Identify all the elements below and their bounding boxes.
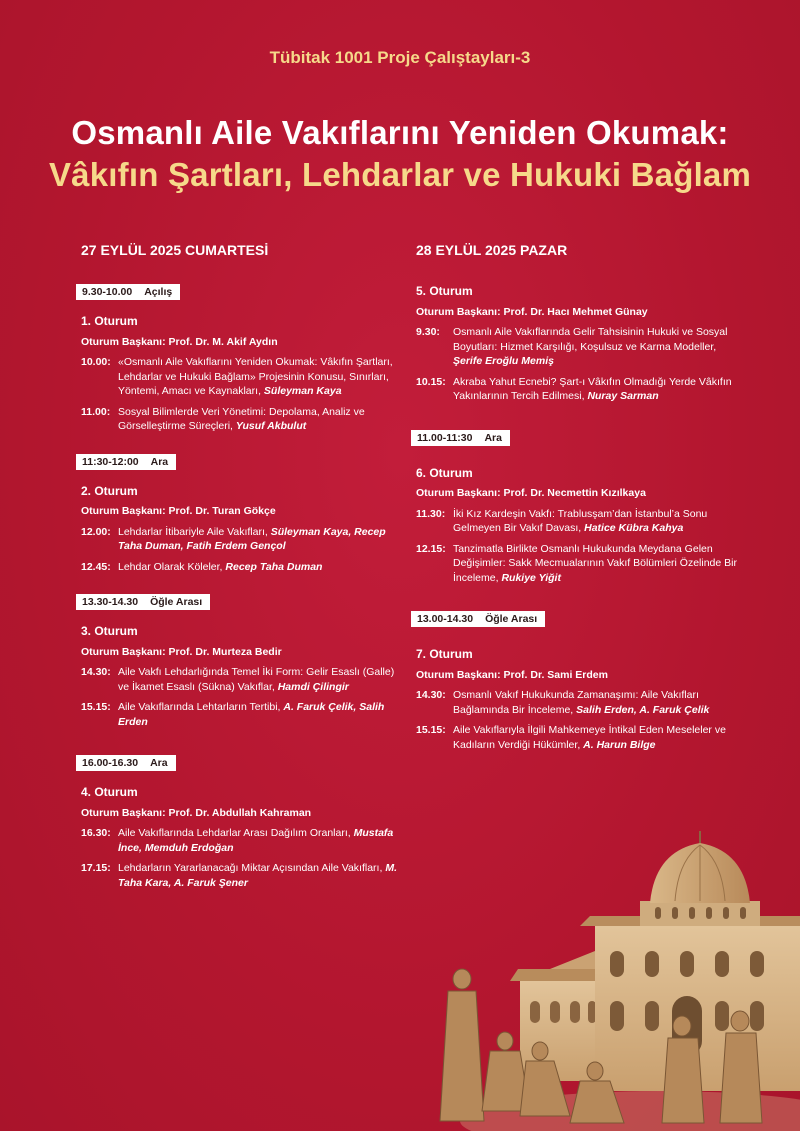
main-title-line2: Vâkıfın Şartları, Lehdarlar ve Hukuki Bağlam xyxy=(48,156,752,193)
session-2-talk-1: 12.00: Lehdarlar İtibariyle Aile Vakıfları, Süleyman Kaya, Recep Taha Duman, Fatih Erdem Gençol xyxy=(81,525,386,552)
break-1-chip: 11:30-12:00 Ara xyxy=(76,454,176,470)
session-1-talk-1: 10.00: «Osmanlı Aile Vakıflarını Yeniden Okumak: Vâkıfın Şartları, Lehdarlar ve Hukuki Bağlam» Projesinin Konusu, Sınırları, Yöntemi, Amacı ve Kaynakları, Süleyman Kaya xyxy=(81,356,393,397)
session-4-title: 4. Oturum xyxy=(81,785,138,799)
session-4-chair: Oturum Başkanı: Prof. Dr. Abdullah Kahraman xyxy=(81,806,312,819)
session-7-chair: Oturum Başkanı: Prof. Dr. Sami Erdem xyxy=(416,668,608,681)
session-2-talk-2: 12.45: Lehdar Olarak Köleler, Recep Taha Duman xyxy=(81,560,323,573)
session-5-talk-2: 10.15: Akraba Yahut Ecnebi? Şart-ı Vâkıfın Olmadığı Yerde Vâkıfın Yakınlarının Tercih Edilmesi, Nuray Sarman xyxy=(416,375,732,402)
break-3-chip: 16.00-16.30 Ara xyxy=(76,755,176,771)
session-6-talk-1: 11.30: İki Kız Kardeşin Vakfı: Trablusşam’dan İstanbul’a Sonu Gelmeyen Bir Vakıf Davası, Hatice Kübra Kahya xyxy=(416,507,708,534)
session-3-chair: Oturum Başkanı: Prof. Dr. Murteza Bedir xyxy=(81,645,282,658)
day2-break-1-chip: 11.00-11:30 Ara xyxy=(411,430,510,446)
session-1-title: 1. Oturum xyxy=(81,314,138,328)
break-2-chip: 13.30-14.30 Öğle Arası xyxy=(76,594,210,610)
opening-chip: 9.30-10.00 Açılış xyxy=(76,284,180,300)
session-5-chair: Oturum Başkanı: Prof. Dr. Hacı Mehmet Günay xyxy=(416,305,648,318)
session-7-title: 7. Oturum xyxy=(416,647,473,661)
session-4-talk-1: 16.30: Aile Vakıflarında Lehdarlar Arası Dağılım Oranları, Mustafa İnce, Memduh Erdoğan xyxy=(81,827,394,854)
session-5-title: 5. Oturum xyxy=(416,284,473,298)
session-2-chair: Oturum Başkanı: Prof. Dr. Turan Gökçe xyxy=(81,505,276,517)
session-7-talk-2: 15.15: Aile Vakıflarıyla İlgili Mahkemeye İntikal Eden Meseleler ve Kadıların Verdiği Hükümler, A. Harun Bilge xyxy=(416,724,726,751)
session-6-title: 6. Oturum xyxy=(416,465,473,480)
session-7-talk-1: 14.30: Osmanlı Vakıf Hukukunda Zamanaşımı: Aile Vakıfları Bağlamında Bir İnceleme, Salih Erden, A. Faruk Çelik xyxy=(416,689,710,716)
session-1-chair: Oturum Başkanı: Prof. Dr. M. Akif Aydın xyxy=(81,335,278,348)
session-4-talk-2: 17.15: Lehdarların Yararlanacağı Miktar Açısından Aile Vakıfları, M. Taha Kara, A. Faruk Şener xyxy=(81,862,397,889)
day2-break-2-chip: 13.00-14.30 Öğle Arası xyxy=(411,611,545,627)
session-1-talk-2: 11.00: Sosyal Bilimlerde Veri Yönetimi: Depolama, Analiz ve Görselleştirme Süreçleri, Yusuf Akbulut xyxy=(81,405,365,432)
day2-date: 28 EYLÜL 2025 PAZAR xyxy=(416,242,568,258)
session-3-talk-1: 14.30: Aile Vakfı Lehdarlığında Temel İki Form: Gelir Esaslı (Galle) ve İkamet Esaslı (Sükna) Vakıflar, Hamdi Çilingir xyxy=(81,666,395,693)
day1-program xyxy=(76,284,406,896)
series-title: Tübitak 1001 Proje Çalıştayları-3 xyxy=(269,48,531,67)
session-6-talk-2: 12.15: Tanzimatla Birlikte Osmanlı Hukukunda Meydana Gelen Değişimler: Sakk Mecmualarının Vakıf Bölümleri Özelinde Bir İnceleme, Rukiye Yiğit xyxy=(416,542,737,584)
day2-program xyxy=(411,270,741,758)
session-2-title: 2. Oturum xyxy=(81,483,138,498)
session-3-title: 3. Oturum xyxy=(81,624,138,638)
session-5-talk-1: 9.30: Osmanlı Aile Vakıflarında Gelir Tahsisinin Hukuki ve Sosyal Boyutları: Hizmet Karşılığı, Koşulsuz ve Karma Modeller, Şerife Eroğlu Memiş xyxy=(416,326,728,367)
main-title-line1: Osmanlı Aile Vakıflarını Yeniden Okumak: xyxy=(71,114,729,151)
mosque-illustration xyxy=(410,831,800,1131)
session-3-talk-2: 15.15: Aile Vakıflarında Lehtarların Tertibi, A. Faruk Çelik, Salih Erden xyxy=(81,701,385,728)
day1-date: 27 EYLÜL 2025 CUMARTESİ xyxy=(81,242,269,258)
session-6-chair: Oturum Başkanı: Prof. Dr. Necmettin Kızılkaya xyxy=(416,487,646,499)
